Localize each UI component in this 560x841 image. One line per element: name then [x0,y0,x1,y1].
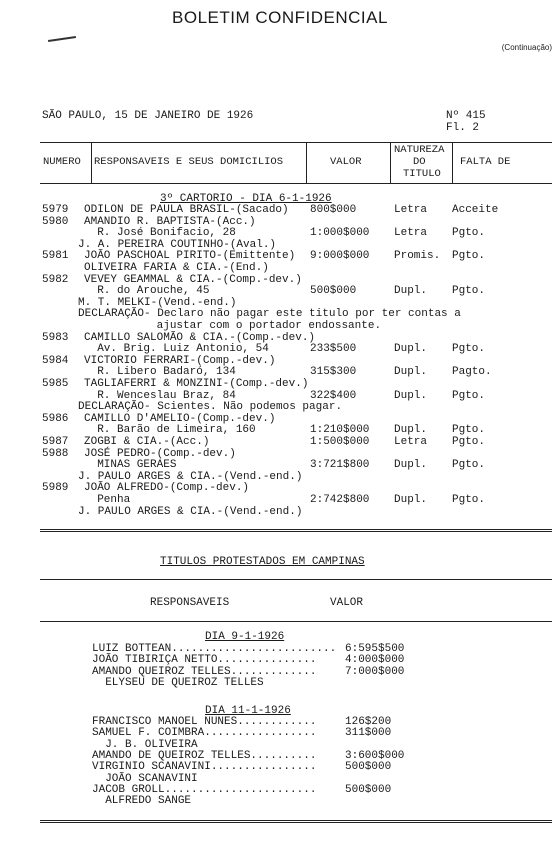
protest-value: 3:600$000 [345,749,405,762]
protest-name: JOÃO SCANAVINI [92,772,198,785]
entry-nature: Dupl. [394,343,428,356]
col-divider [306,142,307,183]
entry-text: J. A. PEREIRA COUTINHO-(Aval.) [78,238,277,251]
entry-status: Pgto. [452,250,486,263]
entry-number: 5989 [42,482,69,495]
entry-text: MINAS GERAES [84,459,177,472]
entry-value: 315$300 [310,366,357,379]
entry-nature: Dupl. [394,424,428,437]
entry-text: TAGLIAFERRI & MONZINI-(Comp.-dev.) [84,378,309,390]
entry-text: M. T. MELKI-(Vend.-end.) [78,296,237,309]
entry-number: 5979 [42,204,69,216]
col-divider [452,142,453,183]
protest-name: VIRGINIO SCANAVINI................ [92,761,317,774]
entry-status: Pgto. [452,459,486,472]
bottom-rule [40,820,552,821]
section-divider [40,529,552,530]
col-header-numero: NUMERO [43,156,81,168]
entry-value: 1:210$000 [310,424,370,437]
entry-value: 800$000 [310,204,357,216]
table-header-top-rule [40,142,552,143]
page-title: BOLETIM CONFIDENCIAL [172,8,388,27]
entry-number: 5980 [42,215,69,228]
protest-value: 6:595$500 [345,643,405,655]
entry-text: JOÃO PASCHOAL PIRITO-(Emittente) [84,250,296,263]
entry-text: DECLARAÇÃO- Scientes. Não podemos pagar. [78,401,343,414]
col-header-responsaveis: RESPONSAVEIS E SEUS DOMICILIOS [94,156,284,168]
campinas-header-rule [40,621,552,622]
entry-text: J. PAULO ARGES & CIA.-(Vend.-end.) [78,505,303,518]
entry-value: 9:000$000 [310,250,370,263]
bottom-rule [40,822,552,823]
entry-text: VEVEY GEAMMAL & CIA.-(Comp.-dev.) [84,273,302,286]
entry-text: ZOGBI & CIA.-(Acc.) [84,436,210,448]
col-header-natureza-titulo: TITULO [403,168,441,180]
protest-name: SAMUEL F. COIMBRA................. [92,727,317,740]
col-divider [390,142,391,183]
protest-name: JACOB GROLL....................... [92,783,317,796]
entry-nature: Letra [394,204,428,216]
entry-text: CAMILLO D'AMELIO-(Comp.-dev.) [84,412,276,425]
entry-number: 5988 [42,447,69,460]
protest-name: FRANCISCO MANOEL NUNES............ [92,716,317,728]
entry-nature: Dupl. [394,494,428,506]
entry-text: OLIVEIRA FARIA & CIA.-(End.) [84,262,269,274]
entry-text: JOSÉ PEDRO-(Comp.-dev.) [84,447,236,460]
entry-text: R. Barão de Limeira, 160 [84,424,256,437]
entry-text: R. Wenceslau Braz, 84 [84,389,236,402]
protest-value: 500$000 [345,783,392,796]
entry-text: AMANDIO R. BAPTISTA-(Acc.) [84,215,256,228]
entry-nature: Dupl. [394,366,428,379]
ink-mark [48,36,76,42]
entry-status: Pgto. [452,436,486,448]
protest-value: 311$000 [345,727,392,740]
entry-status: Acceite [452,204,499,216]
entry-text: CAMILLO SALOMÃO & CIA.-(Comp.-dev.) [84,331,316,344]
entry-status: Pgto. [452,494,486,506]
entry-number: 5985 [42,378,69,390]
entry-number: 5986 [42,412,69,425]
entry-text: ODILON DE PAULA BRASIL-(Sacado) [84,204,289,216]
entry-text: R. José Bonifacio, 28 [84,227,236,240]
entry-status: Pagto. [452,366,492,379]
entry-number: 5982 [42,273,69,286]
day-heading: DIA 9-1-1926 [205,631,285,643]
continuation-note: (Continuação) [501,43,552,52]
entry-nature: Promis. [394,250,441,263]
entry-nature: Dupl. [394,459,428,472]
entry-status: Pgto. [452,424,486,437]
protest-value: 500$000 [345,761,392,774]
entry-value: 233$500 [310,343,357,356]
entry-value: 500$000 [310,285,357,298]
section-divider [40,531,552,532]
section-title: 3º CARTORIO - DIA 6-1-1926 [160,193,332,205]
entry-text: VICTORIO FERRARI-(Comp.-dev.) [84,354,276,367]
protest-name: ALFREDO SANGE [92,795,192,808]
entry-nature: Dupl. [394,389,428,402]
protest-value: 7:000$000 [345,665,405,678]
col-divider [91,142,92,183]
col-header-falta: FALTA DE [460,156,511,168]
entry-value: 1:000$000 [310,227,370,240]
entry-nature: Letra [394,227,428,240]
sheet-number: Fl. 2 [446,122,480,134]
col-header-natureza: NATUREZA [394,144,445,156]
entry-number: 5984 [42,354,69,367]
protest-name: J. B. OLIVEIRA [92,738,198,751]
entry-value: 1:500$000 [310,436,370,448]
day-heading: DIA 11-1-1926 [205,705,291,717]
entry-text: R. Libero Badaró, 134 [84,366,236,379]
entry-text: Av. Brig. Luiz Antonio, 54 [84,343,269,356]
entry-text: R. do Arouche, 45 [84,285,210,298]
entry-value: 3:721$800 [310,459,370,472]
campinas-title: TITULOS PROTESTADOS EM CAMPINAS [160,556,365,568]
entry-number: 5987 [42,436,69,448]
col-header-natureza-do: DO [413,156,426,168]
table-header-bottom-rule [40,183,552,184]
entry-text: Penha [84,494,131,506]
entry-nature: Letra [394,436,428,448]
campinas-header-rule [40,579,552,580]
protest-value: 4:000$000 [345,654,405,667]
entry-status: Pgto. [452,285,486,298]
protest-name: AMANDO QUEIROZ TELLES............. [92,665,317,678]
entry-status: Pgto. [452,227,486,240]
entry-text: ajustar com o portador endossante. [84,320,382,332]
col-header-valor: VALOR [330,597,364,609]
entry-number: 5981 [42,250,69,263]
entry-text: J. PAULO ARGES & CIA.-(Vend.-end.) [78,470,303,483]
entry-status: Pgto. [452,389,486,402]
protest-name: LUIZ BOTTEAN......................... [92,643,337,655]
bulletin-number: Nº 415 [446,110,486,122]
date-line: SÃO PAULO, 15 DE JANEIRO DE 1926 [42,110,254,122]
protest-value: 126$200 [345,716,392,728]
entry-number: 5983 [42,331,69,344]
entry-value: 322$400 [310,389,357,402]
protest-name: JOÃO TIBIRIÇA NETTO............... [92,654,317,667]
col-header-valor: VALOR [330,156,362,168]
entry-value: 2:742$800 [310,494,370,506]
protest-name: AMANDO DE QUEIROZ TELLES.......... [92,749,317,762]
entry-nature: Dupl. [394,285,428,298]
entry-text: DECLARAÇÃO- Declaro não pagar este titulo por ter contas a [78,308,461,321]
protest-name: ELYSEU DE QUEIROZ TELLES [92,676,264,689]
col-header-responsaveis: RESPONSAVEIS [150,597,230,609]
entry-text: JOÃO ALFREDO-(Comp.-dev.) [84,482,250,495]
entry-status: Pgto. [452,343,486,356]
